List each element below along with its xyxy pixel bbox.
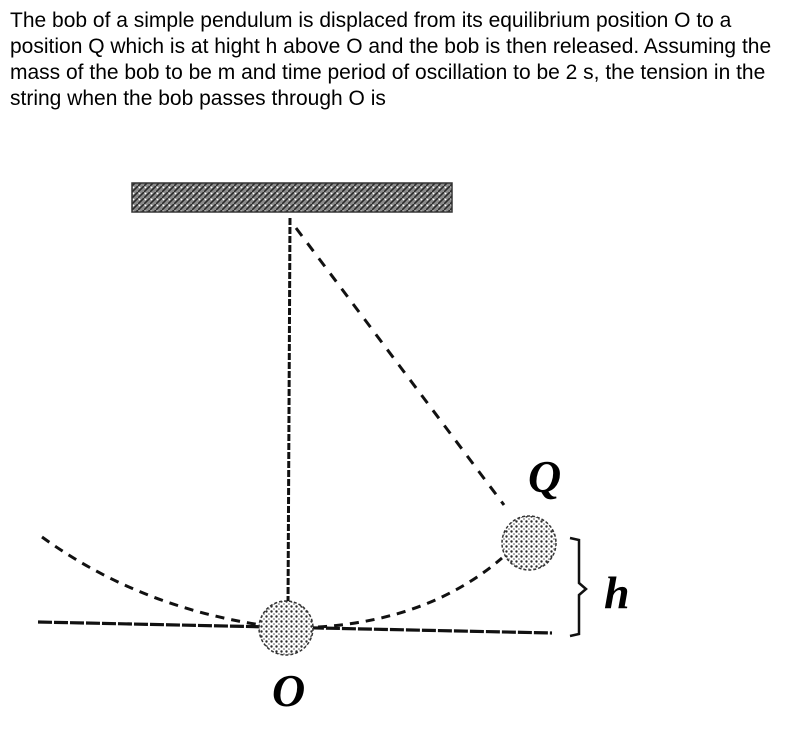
label-o: O [272,665,306,716]
height-bracket [570,538,586,636]
label-h: h [604,567,630,618]
label-q: Q [528,451,562,502]
displaced-string [296,228,504,505]
question-text: The bob of a simple pendulum is displaced from its equilibrium position O to a position Q which is at hight h above O and the bob is then released. Assuming the mass of the bob to be m and time period of oscillation to be 2 s, the tension in the string when the bob passes through O is [10,9,772,110]
vertical-string [288,218,290,606]
ceiling-support [132,183,452,212]
bob-at-q [502,516,556,570]
bob-at-o [259,601,313,655]
